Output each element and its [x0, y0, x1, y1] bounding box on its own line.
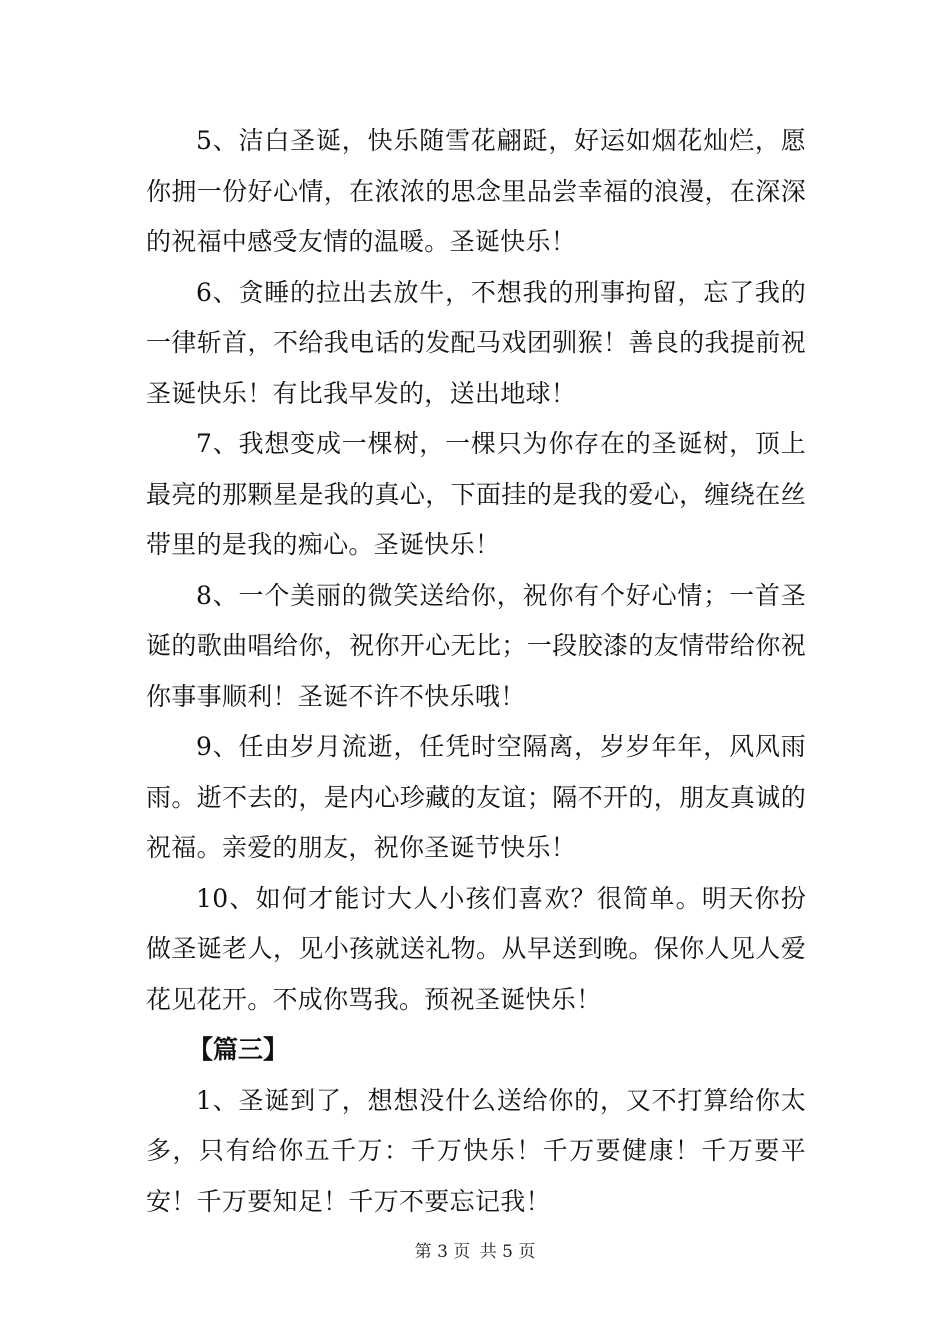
- paragraph-5: 5、洁白圣诞，快乐随雪花翩跹，好运如烟花灿烂，愿你拥一份好心情，在浓浓的思念里品尝幸福的浪漫，在深深的祝福中感受友情的温暖。圣诞快乐！: [146, 126, 806, 256]
- section-heading: 【篇三】: [188, 1035, 289, 1064]
- page-footer: [0, 1240, 950, 1264]
- page-total: 共 5 页: [479, 1242, 536, 1262]
- paragraph-10: 10、如何才能讨大人小孩们喜欢？很简单。明天你扮做圣诞老人，见小孩就送礼物。从早送到晚。保你人见人爱花见花开。不成你骂我。预祝圣诞快乐！: [146, 883, 806, 1014]
- paragraph-6: 6、贪睡的拉出去放牛，不想我的刑事拘留，忘了我的一律斩首，不给我电话的发配马戏团驯猴！善良的我提前祝圣诞快乐！有比我早发的，送出地球！: [146, 277, 806, 408]
- section-paragraph-1: 1、圣诞到了，想想没什么送给你的，又不打算给你太多，只有给你五千万：千万快乐！千万要健康！千万要平安！千万要知足！千万不要忘记我！: [146, 1085, 806, 1216]
- document-body: [146, 116, 806, 1227]
- paragraph-9: 9、任由岁月流逝，任凭时空隔离，岁岁年年，风风雨雨。逝不去的，是内心珍藏的友谊；隔不开的，朋友真诚的祝福。亲爱的朋友，祝你圣诞节快乐！: [146, 732, 806, 862]
- paragraph-8: 8、一个美丽的微笑送给你，祝你有个好心情；一首圣诞的歌曲唱给你，祝你开心无比；一段胶漆的友情带给你祝你事事顺利！圣诞不许不快乐哦！: [146, 580, 806, 711]
- paragraph-7: 7、我想变成一棵树，一棵只为你存在的圣诞树，顶上最亮的那颗星是我的真心，下面挂的是我的爱心，缠绕在丝带里的是我的痴心。圣诞快乐！: [146, 429, 806, 559]
- page-number: 第 3 页: [414, 1242, 471, 1262]
